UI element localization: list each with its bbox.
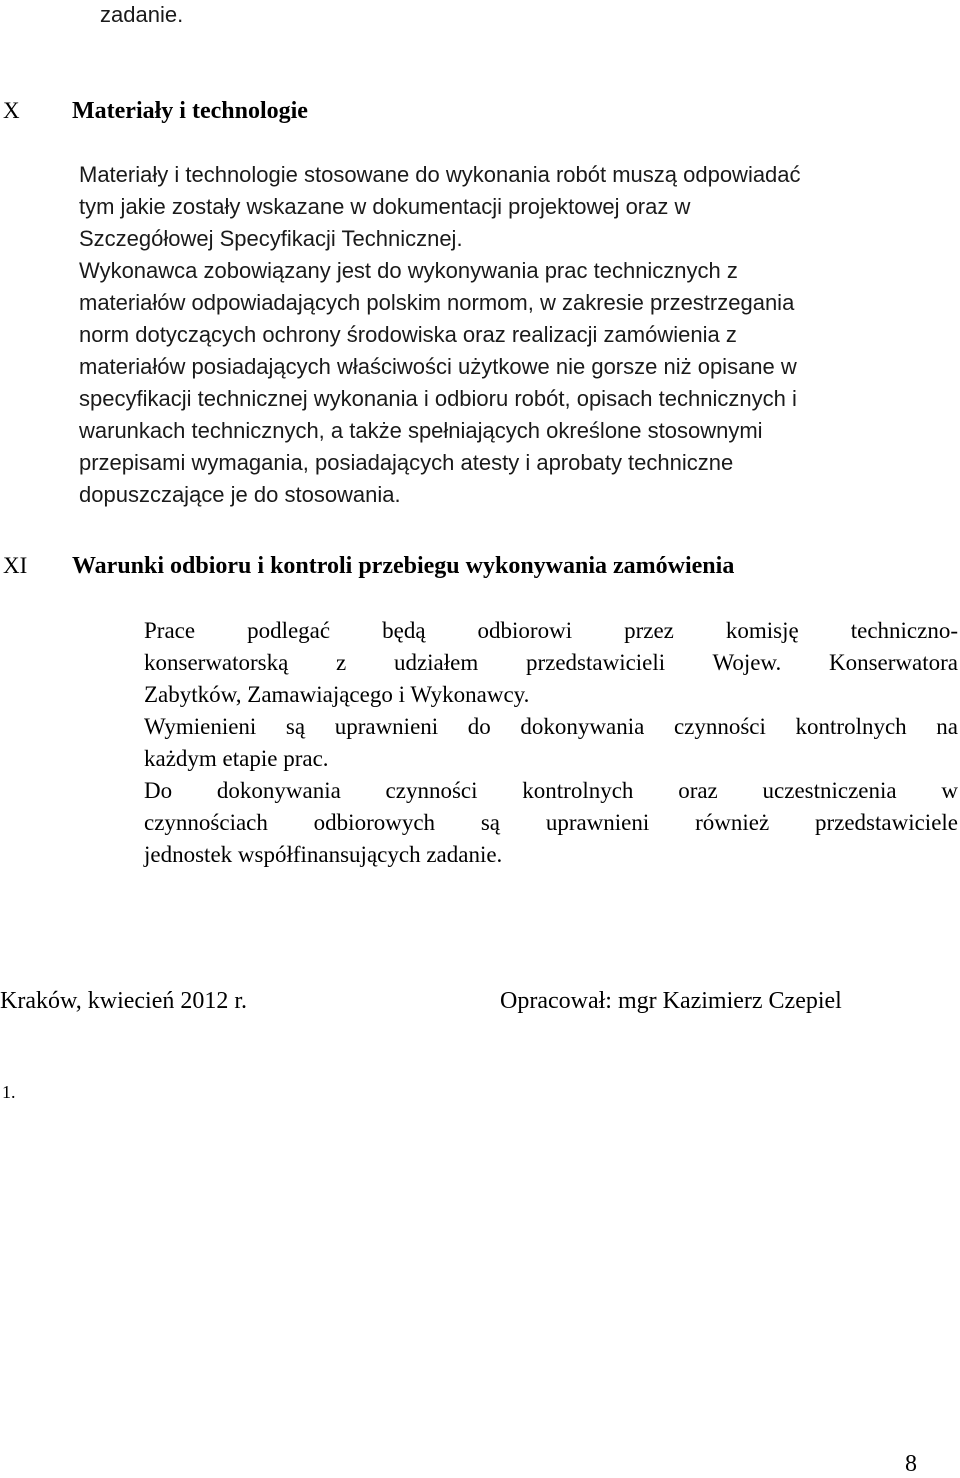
section-x-line: warunkach technicznych, a także spełniających określone stosownymi xyxy=(79,418,763,443)
place-date: Kraków, kwiecień 2012 r. xyxy=(0,988,248,1014)
section-xi-line: czynnościach odbiorowych są uprawnieni również przedstawiciele xyxy=(144,810,958,835)
author-signature-line: Opracował: mgr Kazimierz Czepiel xyxy=(500,988,842,1014)
section-x-line: Materiały i technologie stosowane do wykonania robót muszą odpowiadać xyxy=(79,162,801,187)
section-x-line: materiałów odpowiadających polskim normom, w zakresie przestrzegania xyxy=(79,290,795,315)
section-x-line: Wykonawca zobowiązany jest do wykonywania prac technicznych z xyxy=(79,258,738,283)
footnote-marker: 1. xyxy=(2,1082,16,1102)
section-x-line: norm dotyczących ochrony środowiska oraz realizacji zamówienia z xyxy=(79,322,737,347)
section-x-line: dopuszczające je do stosowania. xyxy=(79,482,401,507)
page-number: 8 xyxy=(905,1451,917,1477)
section-xi-line: Zabytków, Zamawiającego i Wykonawcy. xyxy=(144,682,530,707)
section-x-body xyxy=(79,159,949,511)
section-x-line: materiałów posiadających właściwości użytkowe nie gorsze niż opisane w xyxy=(79,354,797,379)
section-x-heading: Materiały i technologie xyxy=(72,98,308,124)
section-x-line: Szczegółowej Specyfikacji Technicznej. xyxy=(79,226,463,251)
section-xi-line: Prace podlegać będą odbiorowi przez komisję techniczno- xyxy=(144,618,958,643)
section-x-line: specyfikacji technicznej wykonania i odbioru robót, opisach technicznych i xyxy=(79,386,797,411)
section-xi-line: jednostek współfinansujących zadanie. xyxy=(144,842,503,867)
section-xi-line: Do dokonywania czynności kontrolnych oraz uczestniczenia w xyxy=(144,778,958,803)
top-fragment-text: zadanie. xyxy=(100,2,184,27)
section-xi-heading: Warunki odbioru i kontroli przebiegu wykonywania zamówienia xyxy=(72,553,735,579)
section-x-number: X xyxy=(3,98,20,123)
section-xi-number: XI xyxy=(3,553,28,578)
section-xi-line: każdym etapie prac. xyxy=(144,746,329,771)
section-x-line: tym jakie zostały wskazane w dokumentacji projektowej oraz w xyxy=(79,194,691,219)
section-xi-line: Wymienieni są uprawnieni do dokonywania czynności kontrolnych na xyxy=(144,714,958,739)
section-x-line: przepisami wymagania, posiadających atesty i aprobaty techniczne xyxy=(79,450,734,475)
section-xi-body xyxy=(144,615,958,871)
section-xi-line: konserwatorską z udziałem przedstawicieli Wojew. Konserwatora xyxy=(144,650,958,675)
